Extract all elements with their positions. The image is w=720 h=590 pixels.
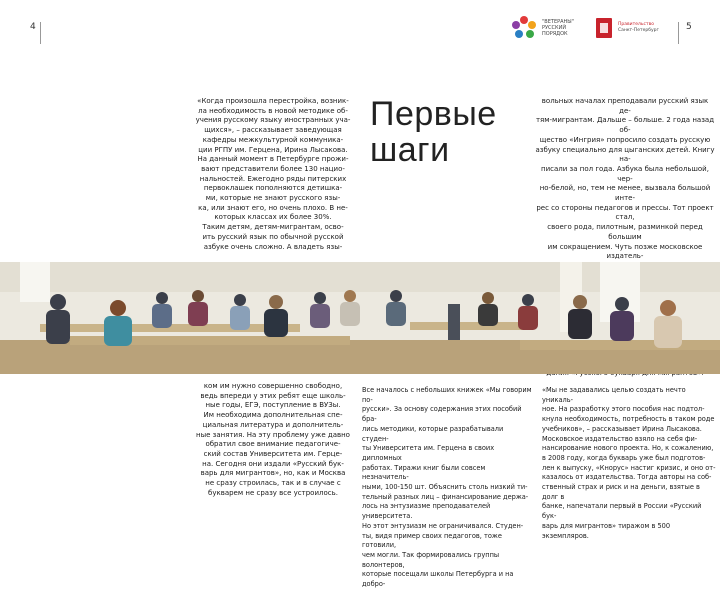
article-headline: Первые шаги (370, 95, 497, 169)
logo-text: "ВЕТЕРАНЫ" РУССКИЙ ПОРЯДОК (542, 19, 575, 37)
article-column-2-bottom: Все началось с небольших книжек «Мы говорим по- русски». За основу содержания этих пособий бра- лись методики, которые разрабатывали студен- ты Университета им. Герцена в своих дипломных работах. Тиражи книг были совсем незначитель- ными, 100-150 шт. Объяснить столь низкий ти- тельный разных лиц – финансирование держа- лось на энтузиазме преподавателей университета. Но этот энтузиазм не ограничивался. Студен- ты, видя пример своих педагогов, тоже готовили, чем могли. Так формировались группы волонтеров, которые посещали школы Петербурга и на добро- (362, 386, 532, 589)
page-number-left: 4 (30, 22, 36, 32)
article-column-1-bottom: ком им нужно совершенно свободно, ведь впереди у этих ребят еще школь- ные годы, ЕГЭ, поступление в ВУЗы. Им необходима дополнительная спе- циальная литература и дополнитель- ные занятия. На эту проблему уже давно обратил свое внимание педагогиче- ский состав Университета им. Герце- на. Сегодня они издали «Русский бук- варь для мигрантов», но, как и Москва не сразу строилась, так и в случае с букварем не сразу все устроилось. (196, 382, 350, 497)
flag-emblem-icon (596, 18, 612, 38)
article-column-1-top: «Когда произошла перестройка, возник- ла необходимость в новой методике об- учения русскому языку иностранных уча- щихся», – рассказывает заведующая кафедры межкультурной коммуника- ции РГПУ им. Герцена, Ирина Лысакова. На данный момент в Петербурге прожи- вают представители более 130 нацио- нальностей. Ежегодно ряды питерских первоклашек пополняются детишка- ми, которые не знают русского язы- ка, или знают его, но очень плохо. В не- которых классах их более 30%. Таким детям, детям-мигрантам, осво- ить русский язык по обычной русской азбуке очень сложно. А владеть язы- (195, 97, 351, 251)
classroom-photo (0, 262, 720, 374)
header-rule-right (678, 22, 679, 44)
article-column-3-bottom: «Мы не задавались целью создать нечто уникаль- ное. На разработку этого пособия нас подтол- кнула необходимость, потребность в таком роде учебников», – рассказывает Ирина Лысакова. Московское издательство взяло на себя фи- нансирование нового проекта. Но, к сожалению, в 2008 году, когда букварь уже был подготов- лен к выпуску, «Кнорус» настиг кризис, и оно от- казалось от издательства. Тогда авторы на соб- ственный страх и риск и на деньги, взятые в долг в банке, напечатали первый в России «Русский бук- варь для мигрантов» тиражом в 500 экземпляров. (542, 386, 716, 540)
government-text: Правительство Санкт-Петербург (618, 22, 659, 33)
page-number-right: 5 (686, 22, 692, 32)
flower-logo-icon (512, 16, 536, 40)
article-column-3-top: вольных началах преподавали русский язык де- тям-мигрантам. Дальше – больше. 2 года назад об- щество «Ингрия» попросило создать русскую азбуку специально для цыганских детей. Книгу на- писали за пол года. Азбука была небольшой, чер- но-белой, но, тем не менее, вызвала большой инте- рес со стороны педагогов и прессы. Тот проект стал, своего рода, пилотным, разминкой перед большим им сокращением. Чуть позже московское издатель- (535, 97, 715, 261)
header-rule-left (40, 22, 41, 44)
